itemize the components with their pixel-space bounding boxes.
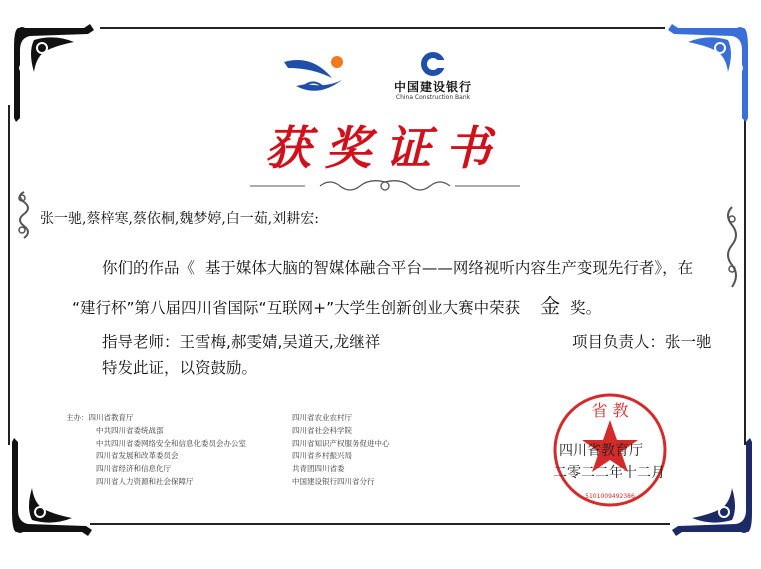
organizer-item: 四川省人力资源和社会保障厅 xyxy=(96,476,194,486)
bank-name-cn: 中国建设银行 xyxy=(393,80,472,94)
bank-name-en: China Construction Bank xyxy=(395,94,471,101)
side-scroll-ornament-right-icon xyxy=(722,205,742,290)
frame-bottom-line xyxy=(90,523,670,525)
line1-prefix: 你们的作品《 xyxy=(102,259,196,277)
frame-right-line xyxy=(744,105,746,445)
body-line-2 xyxy=(72,290,601,319)
certificate-title: 获奖证书 xyxy=(265,121,505,175)
organizer-item: 四川省农业农村厅 xyxy=(292,413,352,422)
organizers-left-column xyxy=(66,412,246,489)
organizer-item: 四川省发展和改革委员会 xyxy=(96,451,179,461)
organizer-item: 中国建设银行四川省分行 xyxy=(292,476,375,486)
competition-logo-icon xyxy=(282,50,352,100)
line1-suffix: 》，在 xyxy=(654,259,694,277)
corner-ornament-top-right-icon xyxy=(648,18,758,128)
closing-line: 特发此证，以资鼓励。 xyxy=(102,359,258,377)
recipients-line: 张一驰,蔡梓寒,蔡依桐,魏梦婷,白一茹,刘耕宏: xyxy=(40,211,319,227)
svg-text:省 教: 省 教 xyxy=(591,401,629,420)
svg-text:5101009492386: 5101009492386 xyxy=(585,493,635,500)
frame-top-line xyxy=(100,27,665,29)
side-scroll-ornament-left-icon xyxy=(14,190,34,240)
official-seal xyxy=(545,390,675,515)
organizer-item: 四川省乡村振兴局 xyxy=(292,451,352,461)
frame-left-line xyxy=(8,105,10,445)
bank-logo xyxy=(378,50,488,108)
line2-suffix: 奖。 xyxy=(570,299,602,317)
body-line-1 xyxy=(102,256,693,278)
ccb-logo-icon xyxy=(418,50,448,78)
project-leader-label: 项目负责人： xyxy=(572,333,666,351)
organizer-item: 共青团四川省委 xyxy=(292,464,345,474)
corner-ornament-top-left-icon xyxy=(4,18,114,128)
project-leader-line xyxy=(572,330,712,352)
organizer-item: 四川省经济和信息化厅 xyxy=(96,464,171,474)
project-leader-name: 张一驰 xyxy=(665,333,712,351)
organizer-item: 四川省教育厅 xyxy=(88,413,134,422)
line2-prefix: “建行杯”第八届四川省国际“互联网+”大学生创新创业大赛中荣获 xyxy=(72,299,521,317)
issuer-name: 四川省教育厅 xyxy=(559,443,643,459)
award-level: 金 xyxy=(540,294,561,318)
organizer-item: 中共四川省委网络安全和信息化委员会办公室 xyxy=(96,438,246,448)
organizer-item: 四川省知识产权服务促进中心 xyxy=(292,438,390,448)
organizer-item: 四川省社会科学院 xyxy=(292,425,352,435)
title-divider-ornament-icon xyxy=(250,178,520,194)
advisors-names: 王雪梅,郝雯婧,吴道天,龙继祥 xyxy=(179,333,381,351)
organizers-right-column xyxy=(292,412,390,489)
advisors-line xyxy=(102,330,380,352)
advisors-label: 指导老师： xyxy=(102,333,180,351)
work-title: 基于媒体大脑的智媒体融合平台——网络视听内容生产变现先行者 xyxy=(204,259,655,277)
issue-date: 二零二二年十二月 xyxy=(553,465,665,481)
organizer-item: 中共四川省委统战部 xyxy=(96,425,164,435)
organizers-label: 主办： xyxy=(66,413,89,422)
